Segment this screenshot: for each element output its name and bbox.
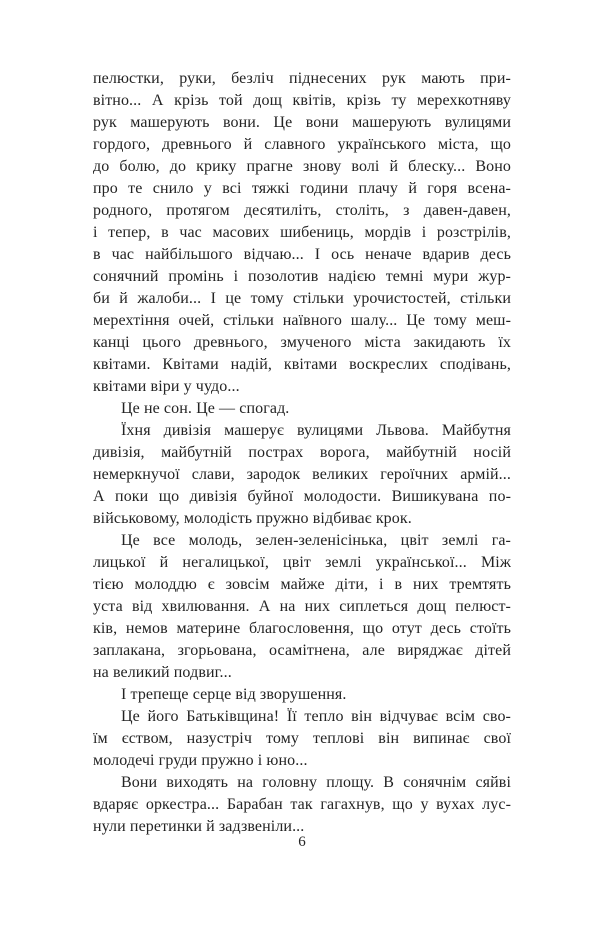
- text-line: нули перетинки й задзвеніли...: [93, 818, 305, 835]
- paragraph: [93, 684, 511, 706]
- text-line: лицької й негалицької, цвіт землі української... Між: [93, 554, 511, 571]
- text-line: про те снило у всі тяжкі години плачу й горя всена-: [93, 180, 511, 197]
- text-line: і тепер, в час масових шибениць, мордів і розстрілів,: [93, 224, 511, 241]
- paragraph: [93, 68, 511, 398]
- text-line: вітно... А крізь той дощ квітів, крізь ту мерехкотняву: [93, 92, 511, 109]
- text-line: військовому, молодість пружно відбиває крок.: [93, 510, 412, 527]
- text-line: немеркнучої слави, зародок великих героїчних армій...: [93, 466, 511, 483]
- text-line: заплакана, згорьована, осамітнена, але виряджає дітей: [93, 642, 511, 659]
- text-line: гордого, древнього й славного українського міста, що: [93, 136, 511, 153]
- text-line: ків, немов материне благословення, що отут десь стоїть: [93, 620, 511, 637]
- text-line: родного, протягом десятиліть, століть, з давен-давен,: [93, 202, 511, 219]
- text-line: квітами. Квітами надій, квітами воскреслих сподівань,: [93, 356, 511, 373]
- text-line: молодечі груди пружно і юно...: [93, 752, 308, 769]
- page-text: [93, 68, 511, 838]
- text-line: сонячний промінь і позолотив надією темні мури жур-: [93, 268, 511, 285]
- text-line: тією молоддю є зовсім майже діти, і в них тремтять: [93, 576, 511, 593]
- text-line: Вони виходять на головну площу. В сонячнім сяйві: [121, 774, 511, 791]
- paragraph: [93, 398, 511, 420]
- text-line: вдаряє оркестра... Барабан так гагахнув, що у вухах лус-: [93, 796, 511, 813]
- paragraph: [93, 772, 511, 838]
- paragraph: [93, 420, 511, 530]
- text-line: дивізія, майбутній пострах ворога, майбутній носій: [93, 444, 511, 461]
- text-line: А поки що дивізія буйної молодости. Вишикувана по-: [93, 488, 511, 505]
- paragraph: [93, 706, 511, 772]
- text-line: уста від хвилювання. А на них сиплеться дощ пелюст-: [93, 598, 511, 615]
- text-line: пелюстки, руки, безліч піднесених рук мають при-: [93, 70, 511, 87]
- text-line: І трепеще серце від зворушення.: [121, 686, 347, 703]
- text-line: на великий подвиг...: [93, 664, 232, 681]
- text-line: Їхня дивізія машерує вулицями Львова. Майбутня: [121, 422, 511, 439]
- text-line: мерехтіння очей, стільки наївного шалу... Це тому меш-: [93, 312, 511, 329]
- text-line: до болю, до крику прагне знову волі й блеску... Воно: [93, 158, 511, 175]
- paragraph: [93, 530, 511, 684]
- text-line: би й жалоби... І це тому стільки урочистостей, стільки: [93, 290, 511, 307]
- text-line: канці цього древнього, змученого міста закидають їх: [93, 334, 511, 351]
- text-line: квітами віри у чудо...: [93, 378, 240, 395]
- text-line: Це його Батьківщина! Її тепло він відчуває всім сво-: [121, 708, 511, 725]
- text-line: Це все молодь, зелен-зеленісінька, цвіт землі га-: [121, 532, 511, 549]
- page-number: 6: [298, 834, 306, 850]
- text-line: їм єством, назустріч тому теплові він випинає свої: [93, 730, 511, 747]
- text-line: рук машерують вони. Це вони машерують вулицями: [93, 114, 511, 131]
- text-line: Це не сон. Це — спогад.: [121, 400, 290, 417]
- text-line: в час найбільшого відчаю... І ось неначе вдарив десь: [93, 246, 511, 263]
